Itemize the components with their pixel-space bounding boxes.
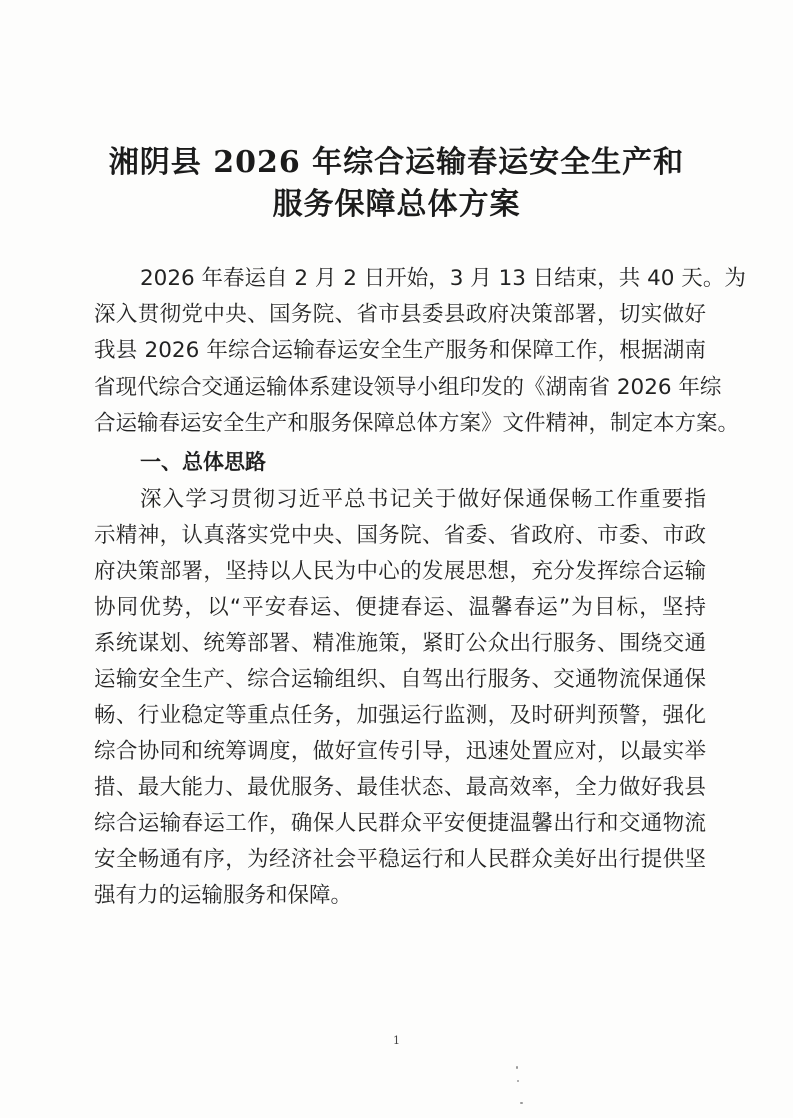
body-line: 综合协同和统筹调度，做好宣传引导，迅速处置应对，以最实举 xyxy=(94,739,706,764)
body-line: 措、最大能力、最优服务、最佳状态、最高效率，全力做好我县 xyxy=(94,775,706,800)
body-line: 协同优势，以“平安春运、便捷春运、温馨春运”为目标，坚持 xyxy=(94,595,706,620)
scan-speck xyxy=(520,1102,523,1104)
body-line: 系统谋划、统筹部署、精准施策，紧盯公众出行服务、围绕交通 xyxy=(94,631,706,656)
body-line: 安全畅通有序，为经济社会平稳运行和人民群众美好出行提供坚 xyxy=(94,847,706,872)
scan-speck xyxy=(517,1080,519,1082)
intro-line: 深入贯彻党中央、国务院、省市县委县政府决策部署，切实做好 xyxy=(94,302,706,327)
page-number: 1 xyxy=(393,1034,400,1047)
document-title-line-1: 湘阴县 2026 年综合运输春运安全生产和 xyxy=(108,145,685,180)
body-line: 畅、行业稳定等重点任务，加强运行监测，及时研判预警，强化 xyxy=(94,703,706,728)
intro-line: 合运输春运安全生产和服务保障总体方案》文件精神，制定本方案。 xyxy=(94,411,740,436)
body-line: 综合运输春运工作，确保人民群众平安便捷温馨出行和交通物流 xyxy=(94,811,706,836)
scan-speck xyxy=(516,1066,518,1069)
document-title-line-2: 服务保障总体方案 xyxy=(272,187,521,222)
intro-line: 省现代综合交通运输体系建设领导小组印发的《湖南省 2026 年综 xyxy=(94,375,722,400)
intro-line: 2026 年春运自 2 月 2 日开始，3 月 13 日结束，共 40 天。为 xyxy=(140,266,746,291)
body-line: 强有力的运输服务和保障。 xyxy=(94,883,353,908)
body-line: 运输安全生产、综合运输组织、自驾出行服务、交通物流保通保 xyxy=(94,667,706,692)
intro-line: 我县 2026 年综合运输春运安全生产服务和保障工作，根据湖南 xyxy=(94,338,706,363)
body-line: 府决策部署，坚持以人民为中心的发展思想，充分发挥综合运输 xyxy=(94,559,706,584)
body-line: 示精神，认真落实党中央、国务院、省委、省政府、市委、市政 xyxy=(94,523,706,548)
body-line: 深入学习贯彻习近平总书记关于做好保通保畅工作重要指 xyxy=(140,487,706,512)
section-heading: 一、总体思路 xyxy=(140,450,266,474)
